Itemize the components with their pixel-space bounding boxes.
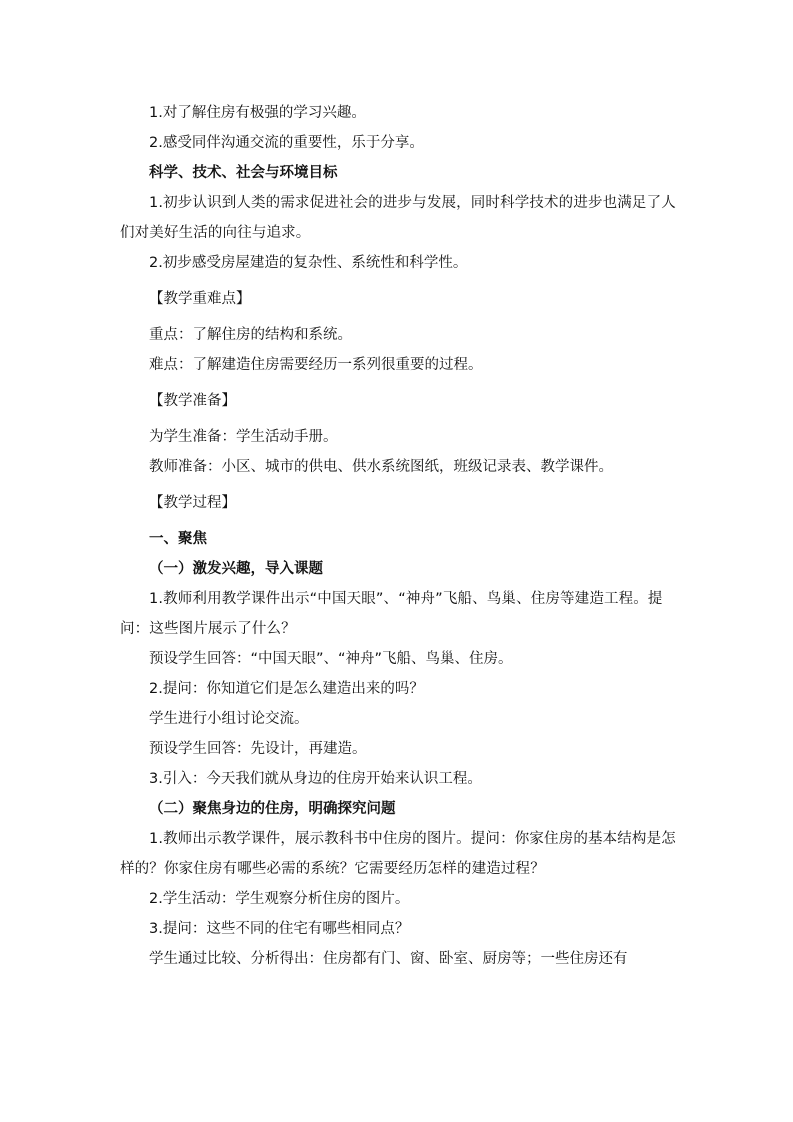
paragraph: 预设学生回答：先设计，再建造。 [149,741,367,757]
paragraph: 学生通过比较、分析得出：住房都有门、窗、卧室、厨房等；一些住房还有 [149,951,628,967]
document-body [120,98,676,974]
paragraph: 1.对了解住房有极强的学习兴趣。 [149,105,366,121]
paragraph: 为学生准备：学生活动手册。 [149,429,338,445]
section-heading: 科学、技术、社会与环境目标 [149,165,338,181]
paragraph: 2.学生活动：学生观察分析住房的图片。 [149,891,410,907]
paragraph: 教师准备：小区、城市的供电、供水系统图纸，班级记录表、教学课件。 [149,459,613,475]
paragraph: 学生进行小组讨论交流。 [149,711,309,727]
paragraph: 2.初步感受房屋建造的复杂性、系统性和科学性。 [149,255,468,271]
paragraph: 2.感受同伴沟通交流的重要性，乐于分享。 [149,135,424,151]
paragraph: 3.提问：这些不同的住宅有哪些相同点？ [149,921,410,937]
section-heading: 【教学准备】 [149,393,236,409]
subsection-heading: （二）聚焦身边的住房，明确探究问题 [149,801,396,817]
paragraph: 1.教师利用教学课件出示“中国天眼”、“神舟”飞船、鸟巢、住房等建造工程。提问：这些图片展示了什么？ [120,591,663,637]
paragraph: 预设学生回答：“中国天眼”、“神舟”飞船、鸟巢、住房。 [149,651,513,667]
paragraph: 3.引入：今天我们就从身边的住房开始来认识工程。 [149,771,482,787]
section-heading: 【教学重难点】 [149,291,251,307]
paragraph: 2.提问：你知道它们是怎么建造出来的吗？ [149,681,424,697]
section-heading: 【教学过程】 [149,495,236,511]
section-heading: 一、聚焦 [149,531,207,547]
paragraph: 难点：了解建造住房需要经历一系列很重要的过程。 [149,357,483,373]
paragraph: 重点：了解住房的结构和系统。 [149,327,352,343]
paragraph: 1.初步认识到人类的需求促进社会的进步与发展，同时科学技术的进步也满足了人们对美好生活的向往与追求。 [120,195,676,241]
paragraph: 1.教师出示教学课件，展示教科书中住房的图片。提问：你家住房的基本结构是怎样的？你家住房有哪些必需的系统？它需要经历怎样的建造过程？ [120,831,676,877]
subsection-heading: （一）激发兴趣，导入课题 [149,561,323,577]
